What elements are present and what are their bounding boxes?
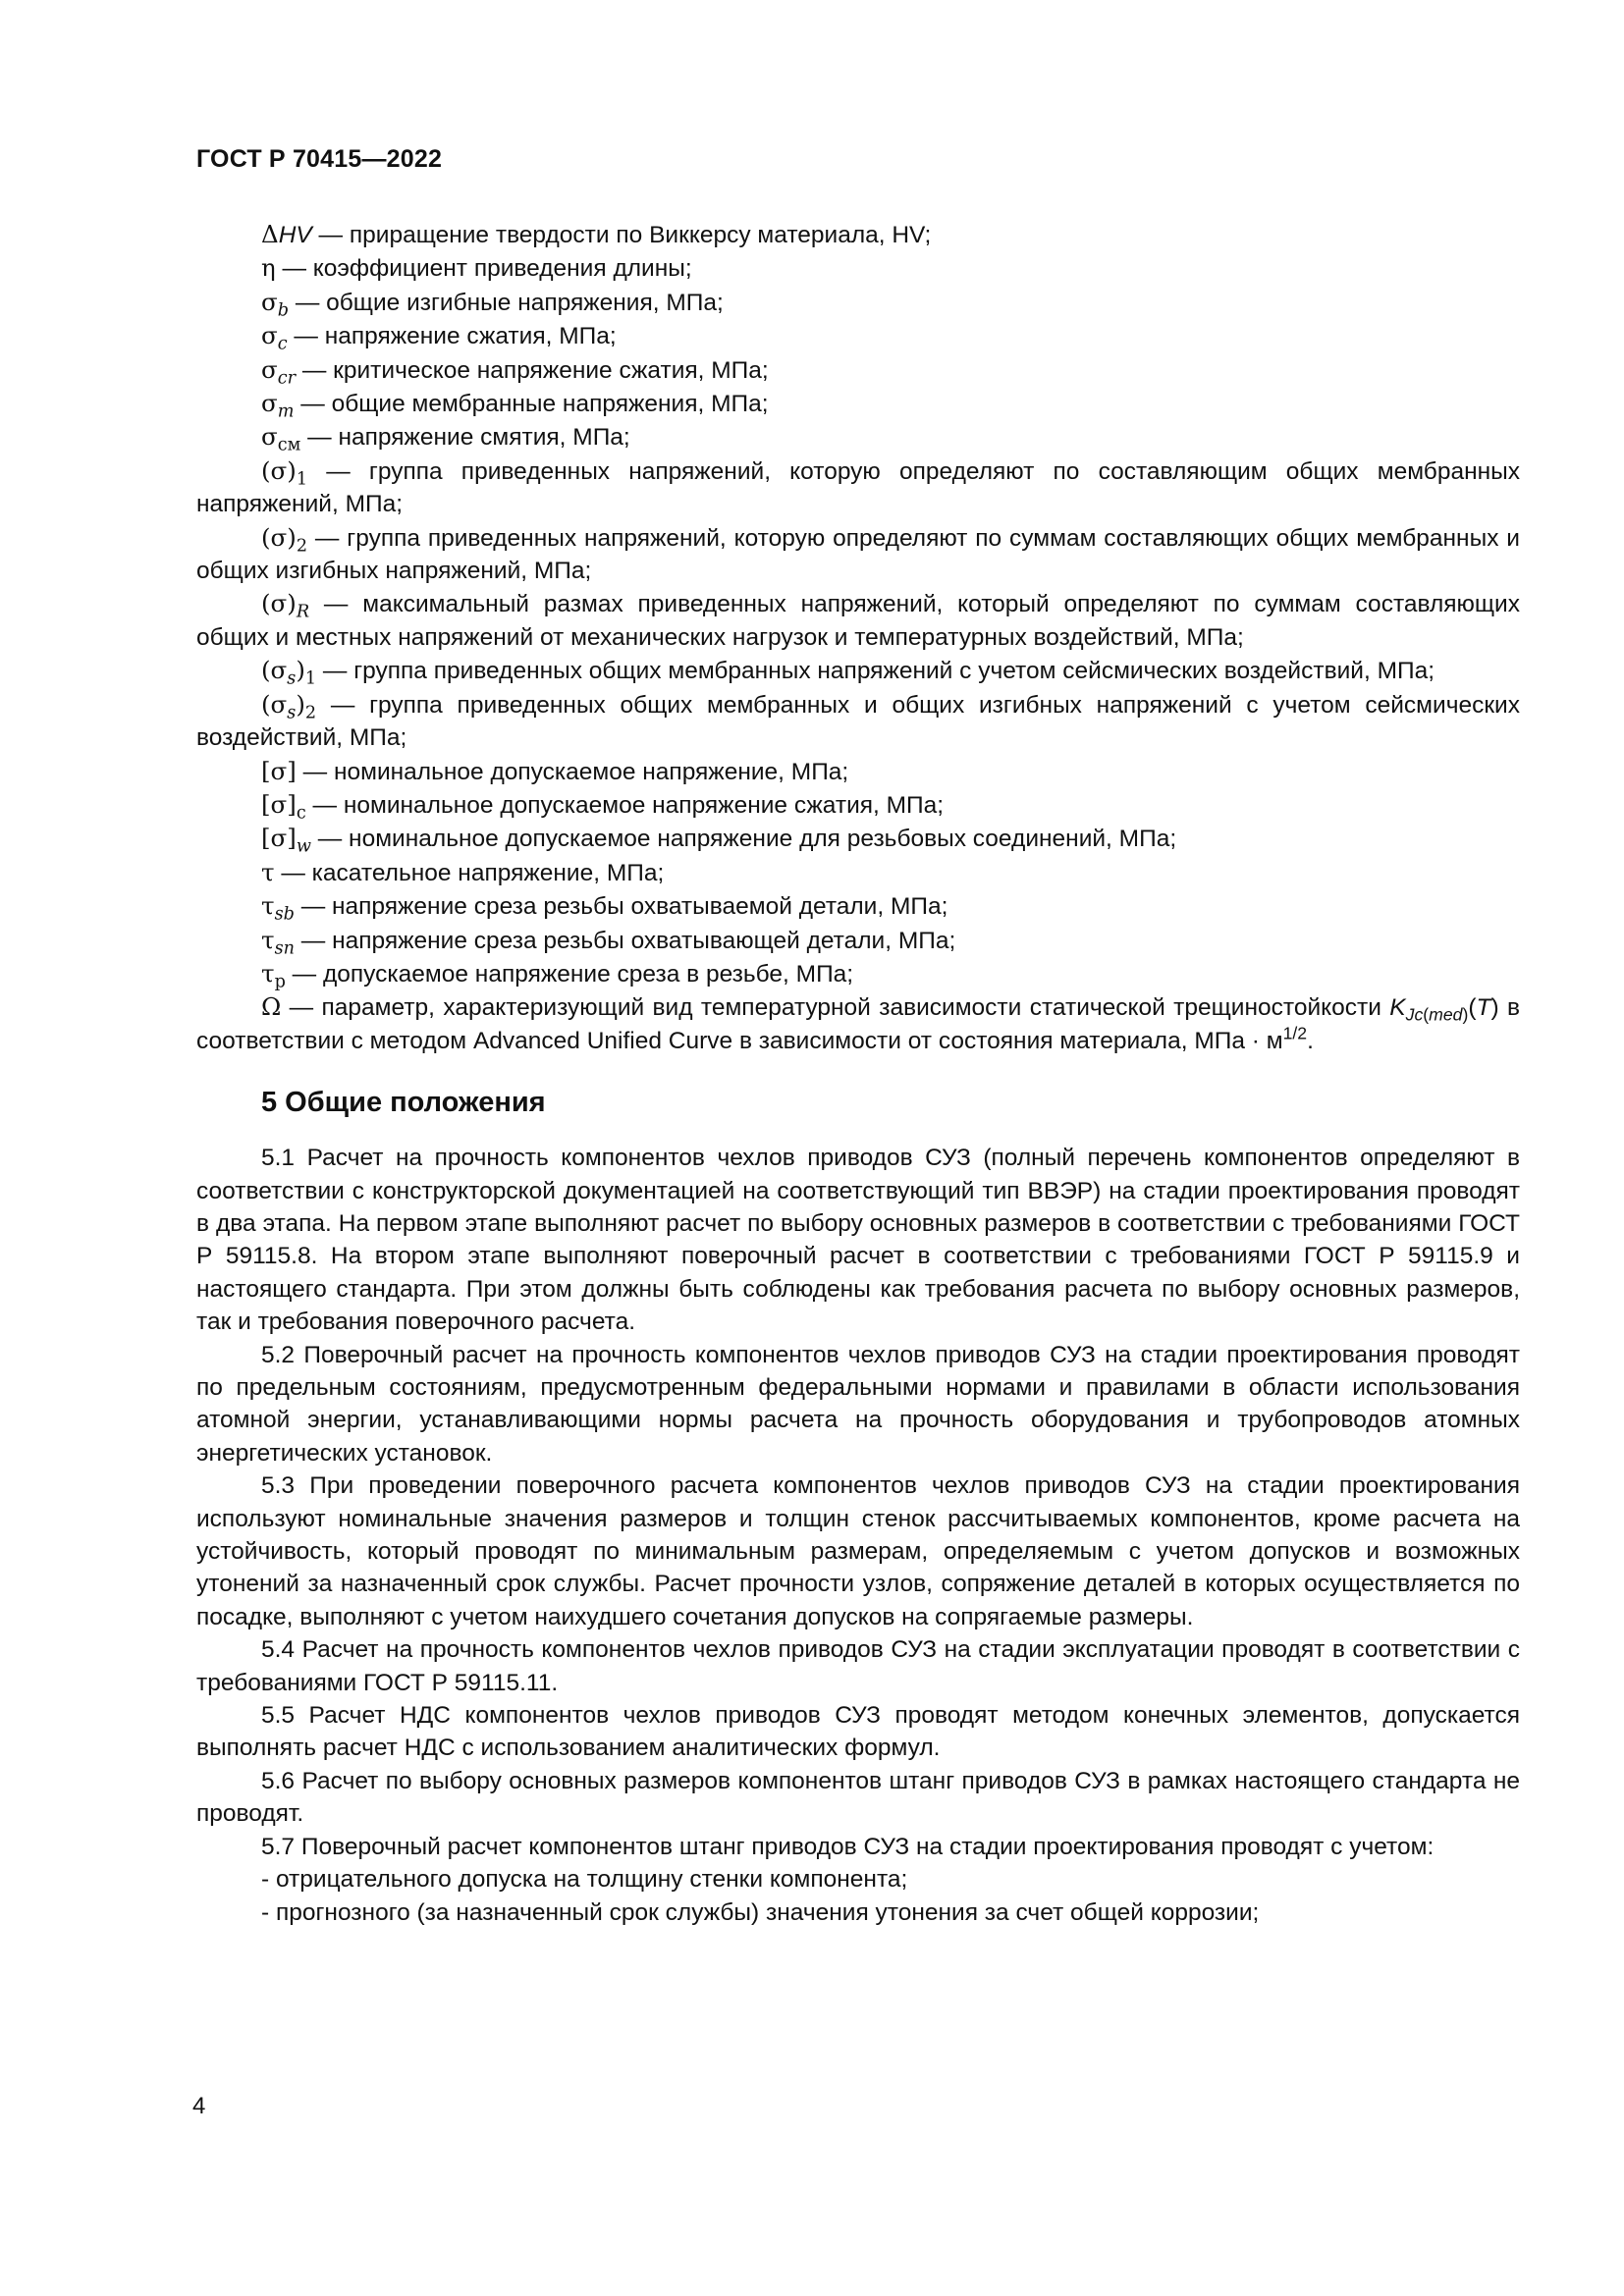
page-content xyxy=(196,218,1520,1929)
notation-item: $[\sigma]_w$ — номинальное допускаемое напряжение для резьбовых соединений, МПа; xyxy=(261,824,1177,857)
notation-item: $(\sigma_s)_1$ — группа приведенных общих мембранных напряжений с учетом сейсмических воздействий, МПа; xyxy=(261,656,1435,689)
kjc-symbol: $K_{Jc(med)}(T)$ xyxy=(1389,994,1499,1025)
notation-item: $(\sigma)_2$ — группа приведенных напряжений, которую определяют по суммам составляющих общих мембранных и общих изгибных напряжений, МПа; xyxy=(196,522,1520,585)
paragraph: 5.6 Расчет по выбору основных размеров компонентов штанг приводов СУЗ в рамках настоящего стандарта не проводят. xyxy=(196,1767,1520,1828)
notation-item: $\sigma_b$ — общие изгибные напряжения, МПа; xyxy=(261,287,724,321)
notation-item: τ — касательное напряжение, МПа; xyxy=(261,857,665,886)
paragraph: 5.3 При проведении поверочного расчета компонентов чехлов приводов СУЗ на стадии проектирования используют номинальные значения размеров и толщин стенок рассчитываемых компонентов, кроме расчета на устойчивость, который проводят по минимальным размерам, определяемым с учетом допусков и возможных утонений за назначенный срок службы. Расчет прочности узлов, сопряжение деталей в которых осуществляется по посадке, выполняют с учетом наихудшего сочетания допусков на сопрягаемые размеры. xyxy=(196,1472,1520,1630)
section-title: 5 Общие положения xyxy=(261,1087,546,1119)
notation-symbol: $\sigma_c$ xyxy=(261,321,288,354)
notation-item: $\tau_{sn}$ — напряжение среза резьбы охватывающей детали, МПа; xyxy=(261,925,956,958)
notation-symbol: $\sigma_m$ xyxy=(261,389,295,422)
notation-item: [σ] — номинальное допускаемое напряжение, МПа; xyxy=(261,756,849,785)
list-item: - отрицательного допуска на толщину стенки компонента; xyxy=(261,1866,908,1894)
notation-symbol: $\tau_p$ xyxy=(261,958,286,992)
notation-item: $(\sigma)_R$ — максимальный размах приведенных напряжений, который определяют по суммам составляющих общих и местных напряжений от механических нагрузок и температурных воздействий, МПа; xyxy=(196,589,1520,651)
list-item: - прогнозного (за назначенный срок службы) значения утонения за счет общей коррозии; xyxy=(261,1898,1260,1926)
notation-item: $[\sigma]_c$ — номинальное допускаемое напряжение сжатия, МПа; xyxy=(261,789,945,824)
notation-item: $\sigma_m$ — общие мембранные напряжения, МПа; xyxy=(261,389,769,422)
notation-symbol: $(\sigma)_2$ xyxy=(261,522,308,556)
notation-symbol: $\sigma_b$ xyxy=(261,287,290,321)
notation-item: ΔHV — приращение твердости по Виккерсу материала, HV; xyxy=(261,220,932,248)
notation-symbol: $\tau_{sn}$ xyxy=(261,925,295,958)
notation-symbol: $[\sigma]_w$ xyxy=(261,824,311,857)
notation-symbol: τ xyxy=(261,857,275,886)
notation-symbol: $\sigma_{см}$ xyxy=(261,422,301,455)
document-header: ГОСТ Р 70415—2022 xyxy=(196,145,443,173)
paragraph: 5.1 Расчет на прочность компонентов чехлов приводов СУЗ (полный перечень компонентов определяют в соответствии с конструкторской документацией на соответствующий тип ВВЭР) на стадии проектирования проводят в два этапа. На первом этапе выполняют расчет по выбору основных размеров в соответствии с требованиями ГОСТ Р 59115.8. На втором этапе выполняют поверочный расчет в соответствии с требованиями ГОСТ Р 59115.9 и настоящего стандарта. При этом должны быть соблюдены как требования расчета по выбору основных размеров, так и требования поверочного расчета. xyxy=(196,1145,1520,1336)
paragraph: 5.4 Расчет на прочность компонентов чехлов приводов СУЗ на стадии эксплуатации проводят в соответствии с требованиями ГОСТ Р 59115.11. xyxy=(196,1636,1520,1696)
notation-symbol: [σ] xyxy=(261,756,297,785)
notation-item: $(\sigma)_1$ — группа приведенных напряжений, которую определяют по составляющим общих мембранных напряжений, МПа; xyxy=(196,455,1520,518)
notation-item: $\tau_{sb}$ — напряжение среза резьбы охватываемой детали, МПа; xyxy=(261,891,948,925)
notation-symbol: $\tau_{sb}$ xyxy=(261,891,295,925)
notation-item: $(\sigma_s)_2$ — группа приведенных общих мембранных и общих изгибных напряжений с учетом сейсмических воздействий, МПа; xyxy=(196,689,1520,752)
page-number: 4 xyxy=(192,2093,206,2119)
notation-symbol: $(\sigma)_1$ xyxy=(261,455,308,490)
notation-item: η — коэффициент приведения длины; xyxy=(261,253,692,283)
notation-symbol: $[\sigma]_c$ xyxy=(261,789,306,824)
notation-symbol: $(\sigma_s)_2$ xyxy=(261,689,317,722)
notation-symbol: $(\sigma)_R$ xyxy=(261,589,310,622)
paragraph: 5.7 Поверочный расчет компонентов штанг приводов СУЗ на стадии проектирования проводят с учетом: xyxy=(261,1833,1435,1860)
paragraph: 5.5 Расчет НДС компонентов чехлов приводов СУЗ проводят методом конечных элементов, допускается выполнять расчет НДС с использованием аналитических формул. xyxy=(196,1702,1520,1762)
notation-symbol: Ω xyxy=(261,992,282,1022)
notation-item: $\sigma_{cr}$ — критическое напряжение сжатия, МПа; xyxy=(261,354,769,388)
notation-item-omega: Ω — параметр, характеризующий вид температурной зависимости статической трещиностойкости $K_{Jc(med)}(T)$ в соответствии с методом Advanced Unified Curve в зависимости от состояния материала, МПа · $м^{1/2}$. xyxy=(196,992,1520,1054)
notation-item: $\tau_p$ — допускаемое напряжение среза в резьбе, МПа; xyxy=(261,958,854,992)
notation-symbol: $(\sigma_s)_1$ xyxy=(261,656,317,689)
notation-symbol: $\sigma_{cr}$ xyxy=(261,354,297,388)
notation-symbol: η xyxy=(261,253,276,283)
notation-symbol: Δ xyxy=(261,220,279,248)
paragraph: 5.2 Поверочный расчет на прочность компонентов чехлов приводов СУЗ на стадии проектирования проводят по предельным состояниям, предусмотренным федеральными нормами и правилами в области использования атомной энергии, устанавливающими нормы расчета на прочность оборудования и трубопроводов атомных энергетических установок. xyxy=(196,1341,1520,1467)
notation-item: $\sigma_c$ — напряжение сжатия, МПа; xyxy=(261,321,617,354)
notation-item: $\sigma_{см}$ — напряжение смятия, МПа; xyxy=(261,422,630,455)
